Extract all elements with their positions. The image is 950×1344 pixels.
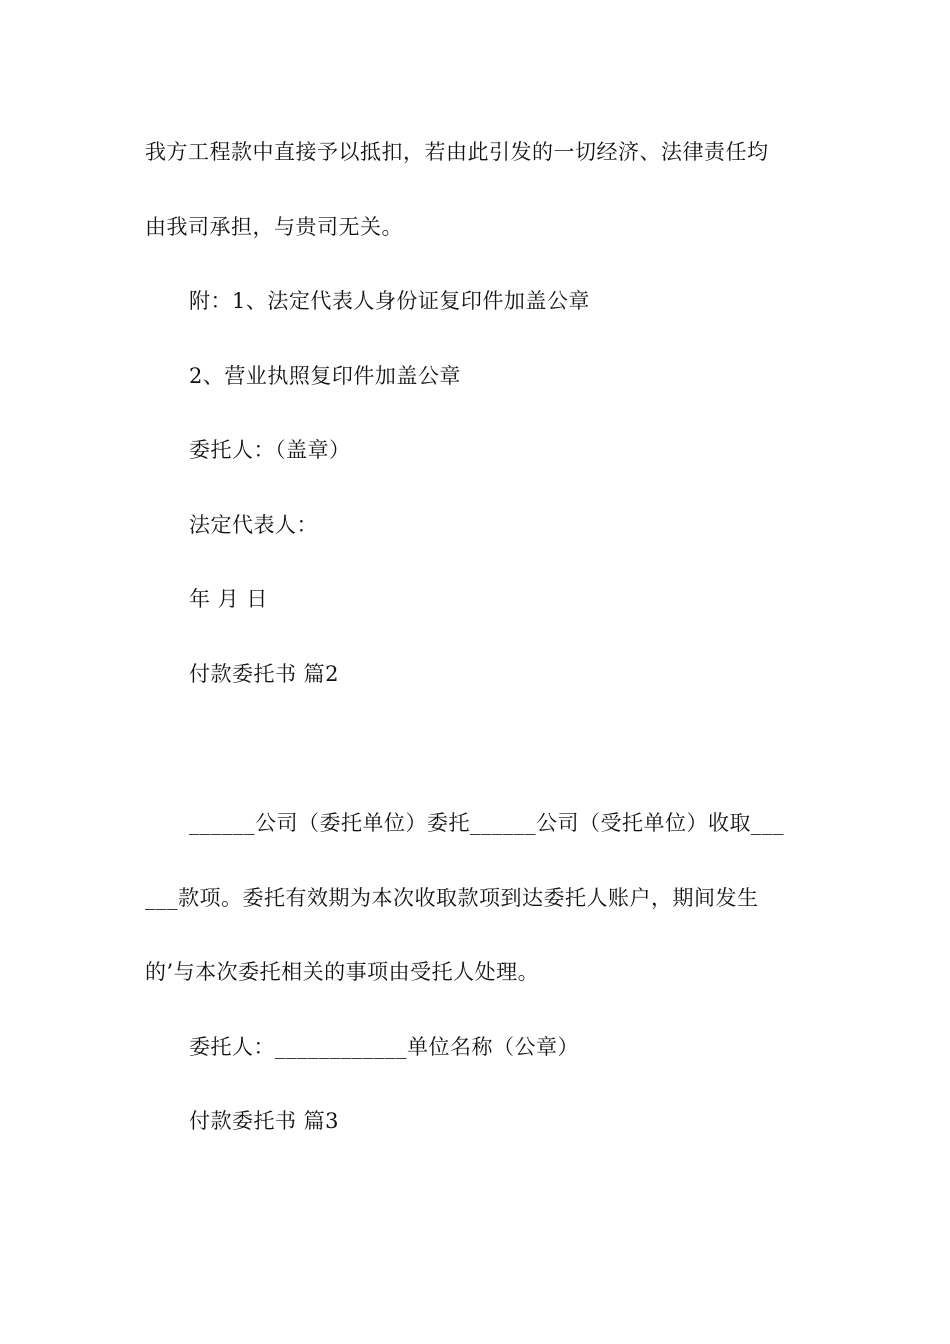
body-text-line: 我方工程款中直接予以抵扣，若由此引发的一切经济、法律责任均 xyxy=(145,140,769,164)
legal-representative-line: 法定代表人： xyxy=(189,513,318,537)
attachment-item-1: 附：1、法定代表人身份证复印件加盖公章 xyxy=(189,289,590,313)
principal-signature-line: 委托人：____________单位名称（公章） xyxy=(189,1035,579,1059)
date-line: 年 月 日 xyxy=(189,587,268,611)
attachment-item-2: 2、营业执照复印件加盖公章 xyxy=(189,364,461,388)
body-text-line: ______公司（委托单位）委托______公司（受托单位）收取___ xyxy=(189,811,784,835)
principal-seal-line: 委托人：（盖章） xyxy=(189,438,351,462)
section-heading: 付款委托书 篇3 xyxy=(189,1109,340,1133)
body-text-line: 的’与本次委托相关的事项由受托人处理。 xyxy=(145,960,540,984)
body-text-line: ___款项。委托有效期为本次收取款项到达委托人账户，期间发生 xyxy=(145,886,759,910)
body-text-line: 由我司承担，与贵司无关。 xyxy=(145,215,403,239)
section-heading: 付款委托书 篇2 xyxy=(189,662,340,686)
